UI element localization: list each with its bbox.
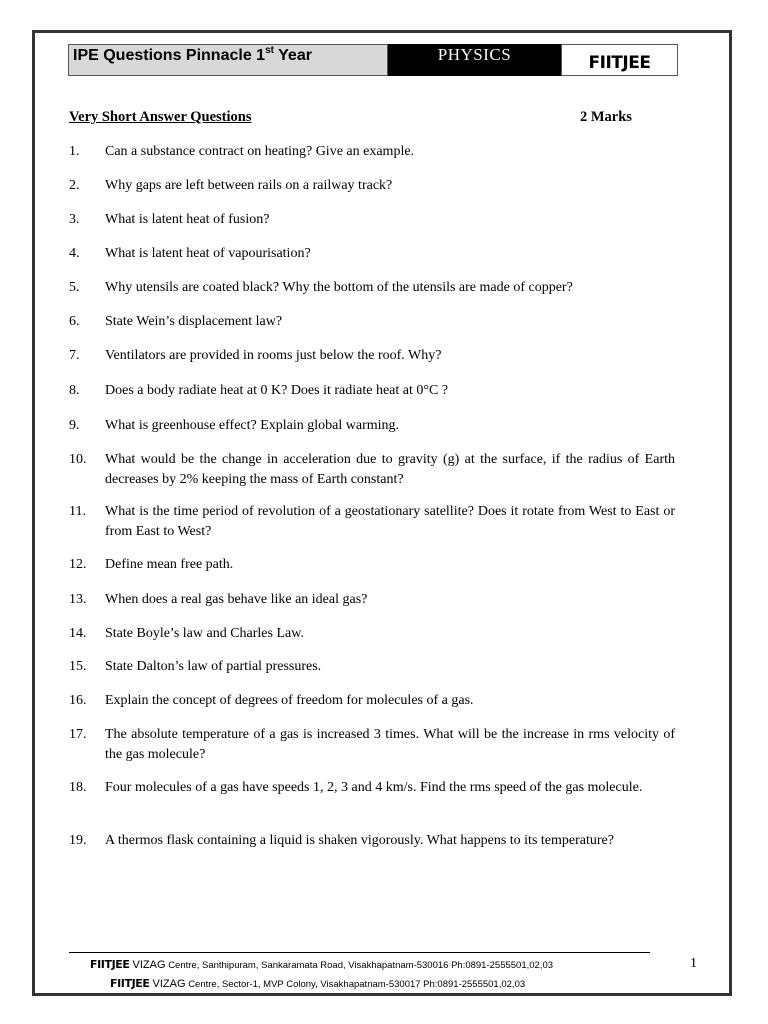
question-item bbox=[69, 691, 675, 711]
question-text: Why gaps are left between rails on a railway track? bbox=[105, 178, 393, 193]
question-text: What would be the change in acceleration due to gravity (g) at the surface, if the radius of Earth decreases by 2% keeping the mass of Earth constant? bbox=[105, 452, 675, 487]
question-number: 15. bbox=[69, 659, 87, 674]
footer-address-text: Centre, Sector-1, MVP Colony, Visakhapatnam-530017 Ph:0891-2555501,02,03 bbox=[188, 979, 526, 990]
question-number: 6. bbox=[69, 314, 80, 329]
question-number: 18. bbox=[69, 780, 87, 795]
question-number: 14. bbox=[69, 626, 87, 641]
question-text: State Wein’s displacement law? bbox=[105, 314, 283, 329]
question-item bbox=[69, 725, 675, 764]
page-number: 1 bbox=[690, 956, 697, 971]
question-text: Does a body radiate heat at 0 K? Does it radiate heat at 0°C ? bbox=[105, 383, 449, 398]
header-title-main: IPE Questions Pinnacle 1 bbox=[73, 47, 266, 64]
question-number: 2. bbox=[69, 178, 80, 193]
question-text: State Boyle’s law and Charles Law. bbox=[105, 626, 304, 641]
question-text: Can a substance contract on heating? Give an example. bbox=[105, 144, 415, 159]
question-item bbox=[69, 831, 675, 851]
question-text: Explain the concept of degrees of freedom for molecules of a gas. bbox=[105, 693, 474, 708]
question-item bbox=[69, 555, 675, 575]
header-title-tail: Year bbox=[273, 47, 312, 64]
question-text: What is the time period of revolution of a geostationary satellite? Does it rotate from West to East or from East to West? bbox=[105, 504, 675, 539]
header-title-sup: st bbox=[265, 45, 274, 56]
question-number: 1. bbox=[69, 144, 80, 159]
question-number: 17. bbox=[69, 727, 87, 742]
question-item bbox=[69, 381, 675, 401]
question-item bbox=[69, 312, 675, 332]
question-item bbox=[69, 210, 675, 230]
question-number: 12. bbox=[69, 557, 87, 572]
question-text: What is latent heat of vapourisation? bbox=[105, 246, 311, 261]
question-text: The absolute temperature of a gas is increased 3 times. What will be the increase in rms velocity of the gas molecule? bbox=[105, 727, 675, 762]
question-item bbox=[69, 142, 675, 162]
question-number: 13. bbox=[69, 592, 87, 607]
question-item bbox=[69, 590, 675, 610]
question-number: 11. bbox=[69, 504, 86, 519]
header-brand-logo: FIITJEE bbox=[561, 44, 678, 76]
question-item bbox=[69, 624, 675, 644]
question-item bbox=[69, 416, 675, 436]
question-number: 10. bbox=[69, 452, 87, 467]
question-item bbox=[69, 778, 675, 798]
question-number: 19. bbox=[69, 833, 87, 848]
question-text: Four molecules of a gas have speeds 1, 2, 3 and 4 km/s. Find the rms speed of the gas molecule. bbox=[105, 780, 643, 795]
footer-brand-logo: FIITJEE bbox=[90, 958, 130, 971]
footer-centre-name: VIZAG bbox=[152, 978, 186, 990]
question-item bbox=[69, 176, 675, 196]
question-text: State Dalton’s law of partial pressures. bbox=[105, 659, 322, 674]
footer-divider bbox=[69, 952, 650, 953]
question-item bbox=[69, 502, 675, 541]
footer-brand-logo: FIITJEE bbox=[110, 977, 150, 990]
question-number: 7. bbox=[69, 348, 80, 363]
question-item bbox=[69, 244, 675, 264]
question-number: 9. bbox=[69, 418, 80, 433]
question-text: When does a real gas behave like an ideal gas? bbox=[105, 592, 368, 607]
question-text: What is latent heat of fusion? bbox=[105, 212, 270, 227]
question-number: 16. bbox=[69, 693, 87, 708]
question-number: 8. bbox=[69, 383, 80, 398]
section-marks: 2 Marks bbox=[580, 109, 632, 125]
question-text: Ventilators are provided in rooms just below the roof. Why? bbox=[105, 348, 442, 363]
question-text: Why utensils are coated black? Why the bottom of the utensils are made of copper? bbox=[105, 280, 573, 295]
footer-address-text: Centre, Santhipuram, Sankaramata Road, Visakhapatnam-530016 Ph:0891-2555501,02,03 bbox=[168, 960, 554, 971]
footer-centre-name: VIZAG bbox=[132, 959, 166, 971]
question-item bbox=[69, 346, 675, 366]
question-number: 5. bbox=[69, 280, 80, 295]
question-item bbox=[69, 657, 675, 677]
footer-address-2 bbox=[110, 977, 525, 990]
section-title: Very Short Answer Questions bbox=[69, 109, 252, 125]
question-text: A thermos flask containing a liquid is shaken vigorously. What happens to its temperature? bbox=[105, 833, 614, 848]
question-text: Define mean free path. bbox=[105, 557, 234, 572]
question-number: 3. bbox=[69, 212, 80, 227]
footer-address-1 bbox=[90, 958, 553, 971]
header-title bbox=[68, 44, 388, 76]
question-text: What is greenhouse effect? Explain global warming. bbox=[105, 418, 400, 433]
question-number: 4. bbox=[69, 246, 80, 261]
header-subject: PHYSICS bbox=[388, 44, 561, 76]
question-item bbox=[69, 278, 675, 298]
question-item bbox=[69, 450, 675, 489]
